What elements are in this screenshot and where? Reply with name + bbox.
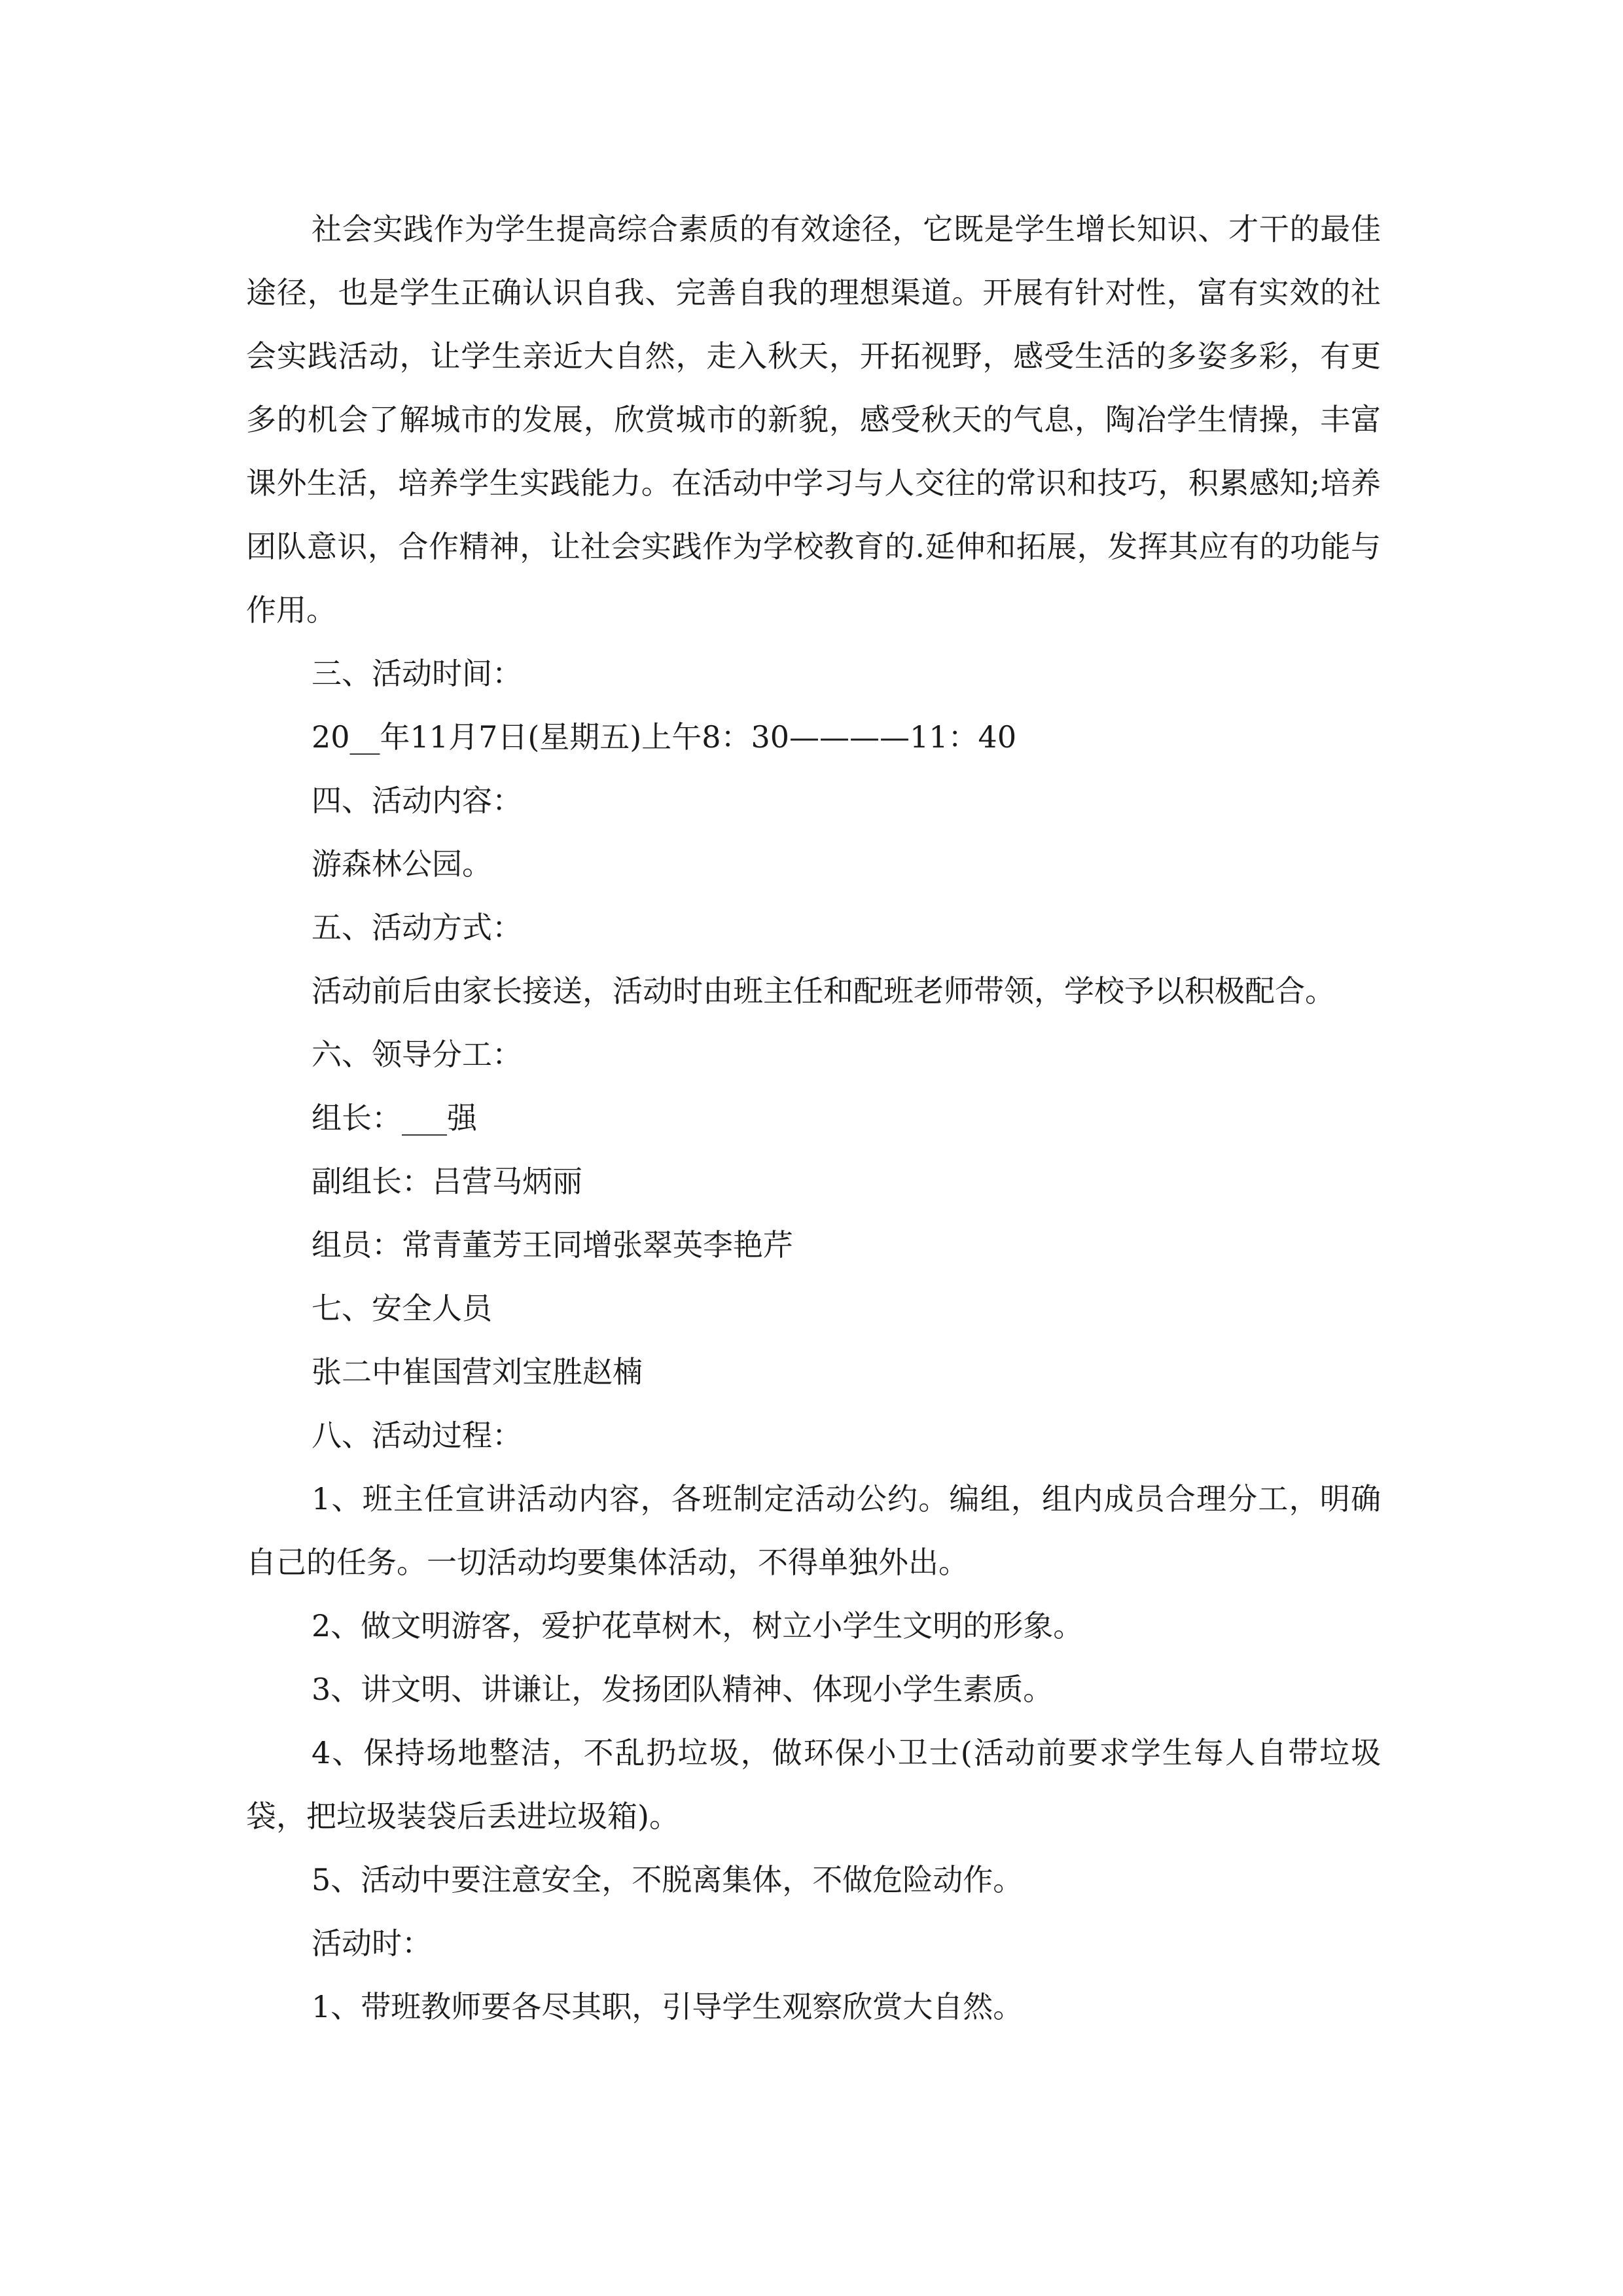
section-heading-activity-method: 五、活动方式： — [312, 910, 522, 945]
process-item-1: 1、班主任宣讲活动内容，各班制定活动公约。编组，组内成员合理分工，明确自己的任务。一切活动均要集体活动，不得单独外出。 — [246, 1481, 1381, 1580]
section-heading-activity-content: 四、活动内容： — [312, 783, 522, 818]
process-item-5: 5、活动中要注意安全，不脱离集体，不做危险动作。 — [312, 1862, 1024, 1897]
activity-method-value: 活动前后由家长接送，活动时由班主任和配班老师带领，学校予以积极配合。 — [312, 973, 1335, 1009]
activity-time-value: 20__年11月7日(星期五)上午8：30————11：40 — [312, 719, 1017, 755]
members-line: 组员：常青董芳王同增张翠英李艳芹 — [312, 1227, 793, 1263]
section-heading-activity-process: 八、活动过程： — [312, 1418, 522, 1453]
leader-line: 组长：___强 — [312, 1100, 477, 1136]
activity-content-value: 游森林公园。 — [312, 846, 492, 882]
during-activity-item-1: 1、带班教师要各尽其职，引导学生观察欣赏大自然。 — [312, 1989, 1024, 2024]
document-body — [246, 198, 1381, 2039]
section-heading-leadership: 六、领导分工： — [312, 1037, 522, 1072]
intro-paragraph: 社会实践作为学生提高综合素质的有效途径，它既是学生增长知识、才干的最佳途径，也是学生正确认识自我、完善自我的理想渠道。开展有针对性，富有实效的社会实践活动，让学生亲近大自然，走入秋天，开拓视野，感受生活的多姿多彩，有更多的机会了解城市的发展，欣赏城市的新貌，感受秋天的气息，陶冶学生情操，丰富课外生活，培养学生实践能力。在活动中学习与人交往的常识和技巧，积累感知;培养团队意识，合作精神，让社会实践作为学校教育的.延伸和拓展，发挥其应有的功能与作用。 — [246, 211, 1381, 628]
section-heading-activity-time: 三、活动时间： — [312, 656, 522, 691]
section-heading-safety-staff: 七、安全人员 — [312, 1291, 492, 1326]
deputy-leader-line: 副组长：吕营马炳丽 — [312, 1164, 582, 1199]
during-activity-heading: 活动时： — [312, 1926, 432, 1961]
process-item-2: 2、做文明游客，爱护花草树木，树立小学生文明的形象。 — [312, 1608, 1084, 1643]
process-item-3: 3、讲文明、讲谦让，发扬团队精神、体现小学生素质。 — [312, 1672, 1054, 1707]
process-item-4: 4、保持场地整洁，不乱扔垃圾，做环保小卫士(活动前要求学生每人自带垃圾袋，把垃圾装袋后丢进垃圾箱)。 — [246, 1735, 1381, 1834]
safety-staff-names: 张二中崔国营刘宝胜赵楠 — [312, 1354, 643, 1390]
